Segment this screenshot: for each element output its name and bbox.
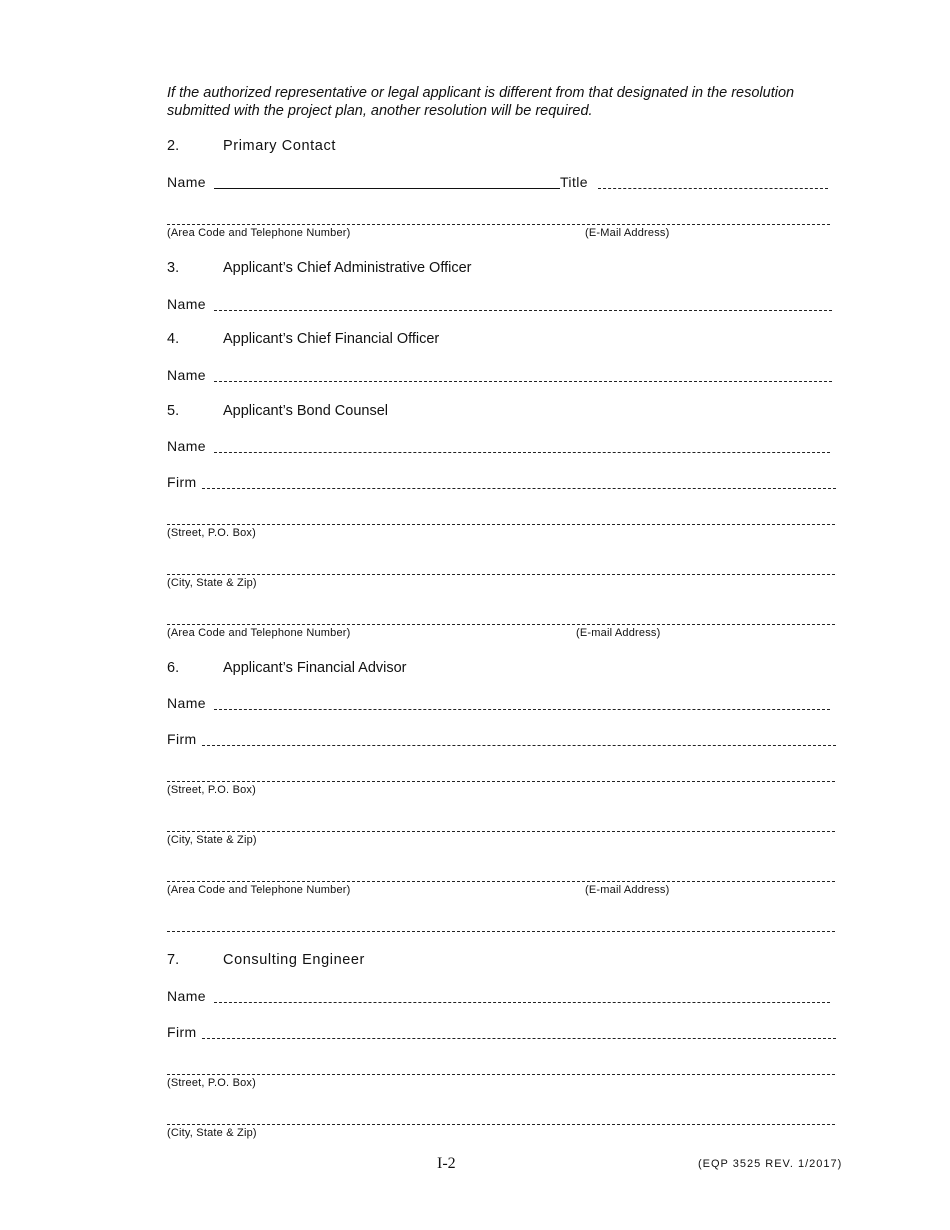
cfo-name-field[interactable] <box>214 381 832 382</box>
section-4-title: Applicant’s Chief Financial Officer <box>223 331 440 347</box>
cao-name-label: Name <box>167 296 206 312</box>
street-caption: (Street, P.O. Box) <box>167 527 256 539</box>
phone-caption: (Area Code and Telephone Number) <box>167 627 351 639</box>
street-caption: (Street, P.O. Box) <box>167 1077 256 1089</box>
financial-advisor-extra-field[interactable] <box>167 931 835 932</box>
cao-name-field[interactable] <box>214 310 832 311</box>
bond-counsel-name-field[interactable] <box>214 452 830 453</box>
financial-advisor-city-field[interactable] <box>167 831 835 832</box>
intro-note: If the authorized representative or legal applicant is different from that designated in the resolution submitted with the project plan, another resolution will be required. <box>167 85 795 119</box>
email-caption: (E-Mail Address) <box>585 227 670 239</box>
section-4-number: 4. <box>167 331 180 347</box>
section-6-title: Applicant’s Financial Advisor <box>223 660 407 676</box>
section-7-title: Consulting Engineer <box>223 952 365 968</box>
bond-counsel-firm-field[interactable] <box>202 488 836 489</box>
email-caption: (E-mail Address) <box>585 884 670 896</box>
section-7-number: 7. <box>167 952 180 968</box>
financial-advisor-name-field[interactable] <box>214 709 830 710</box>
bond-counsel-phone-email-field[interactable] <box>167 624 835 625</box>
bond-counsel-name-label: Name <box>167 438 206 454</box>
engineer-firm-field[interactable] <box>202 1038 836 1039</box>
email-caption: (E-mail Address) <box>576 627 661 639</box>
financial-advisor-firm-label: Firm <box>167 731 197 747</box>
cfo-name-label: Name <box>167 367 206 383</box>
financial-advisor-street-field[interactable] <box>167 781 835 782</box>
engineer-name-label: Name <box>167 988 206 1004</box>
bond-counsel-city-field[interactable] <box>167 574 835 575</box>
bond-counsel-street-field[interactable] <box>167 524 835 525</box>
section-3-title: Applicant’s Chief Administrative Officer <box>223 260 472 276</box>
section-6-number: 6. <box>167 660 180 676</box>
section-5-number: 5. <box>167 403 180 419</box>
form-revision: (EQP 3525 REV. 1/2017) <box>698 1158 843 1170</box>
phone-caption: (Area Code and Telephone Number) <box>167 227 351 239</box>
financial-advisor-phone-email-field[interactable] <box>167 881 835 882</box>
engineer-name-field[interactable] <box>214 1002 830 1003</box>
page-number: I-2 <box>437 1155 456 1172</box>
primary-contact-phone-email-field[interactable] <box>167 224 830 225</box>
financial-advisor-name-label: Name <box>167 695 206 711</box>
engineer-city-field[interactable] <box>167 1124 835 1125</box>
primary-contact-title-label: Title <box>560 174 588 190</box>
primary-contact-name-label: Name <box>167 174 206 190</box>
section-3-number: 3. <box>167 260 180 276</box>
section-2-number: 2. <box>167 138 180 154</box>
engineer-street-field[interactable] <box>167 1074 835 1075</box>
city-caption: (City, State & Zip) <box>167 834 257 846</box>
bond-counsel-firm-label: Firm <box>167 474 197 490</box>
street-caption: (Street, P.O. Box) <box>167 784 256 796</box>
primary-contact-name-field[interactable] <box>214 188 560 189</box>
section-5-title: Applicant’s Bond Counsel <box>223 403 388 419</box>
financial-advisor-firm-field[interactable] <box>202 745 836 746</box>
section-2-title: Primary Contact <box>223 138 336 154</box>
primary-contact-title-field[interactable] <box>598 188 828 189</box>
city-caption: (City, State & Zip) <box>167 1127 257 1139</box>
engineer-firm-label: Firm <box>167 1024 197 1040</box>
phone-caption: (Area Code and Telephone Number) <box>167 884 351 896</box>
city-caption: (City, State & Zip) <box>167 577 257 589</box>
